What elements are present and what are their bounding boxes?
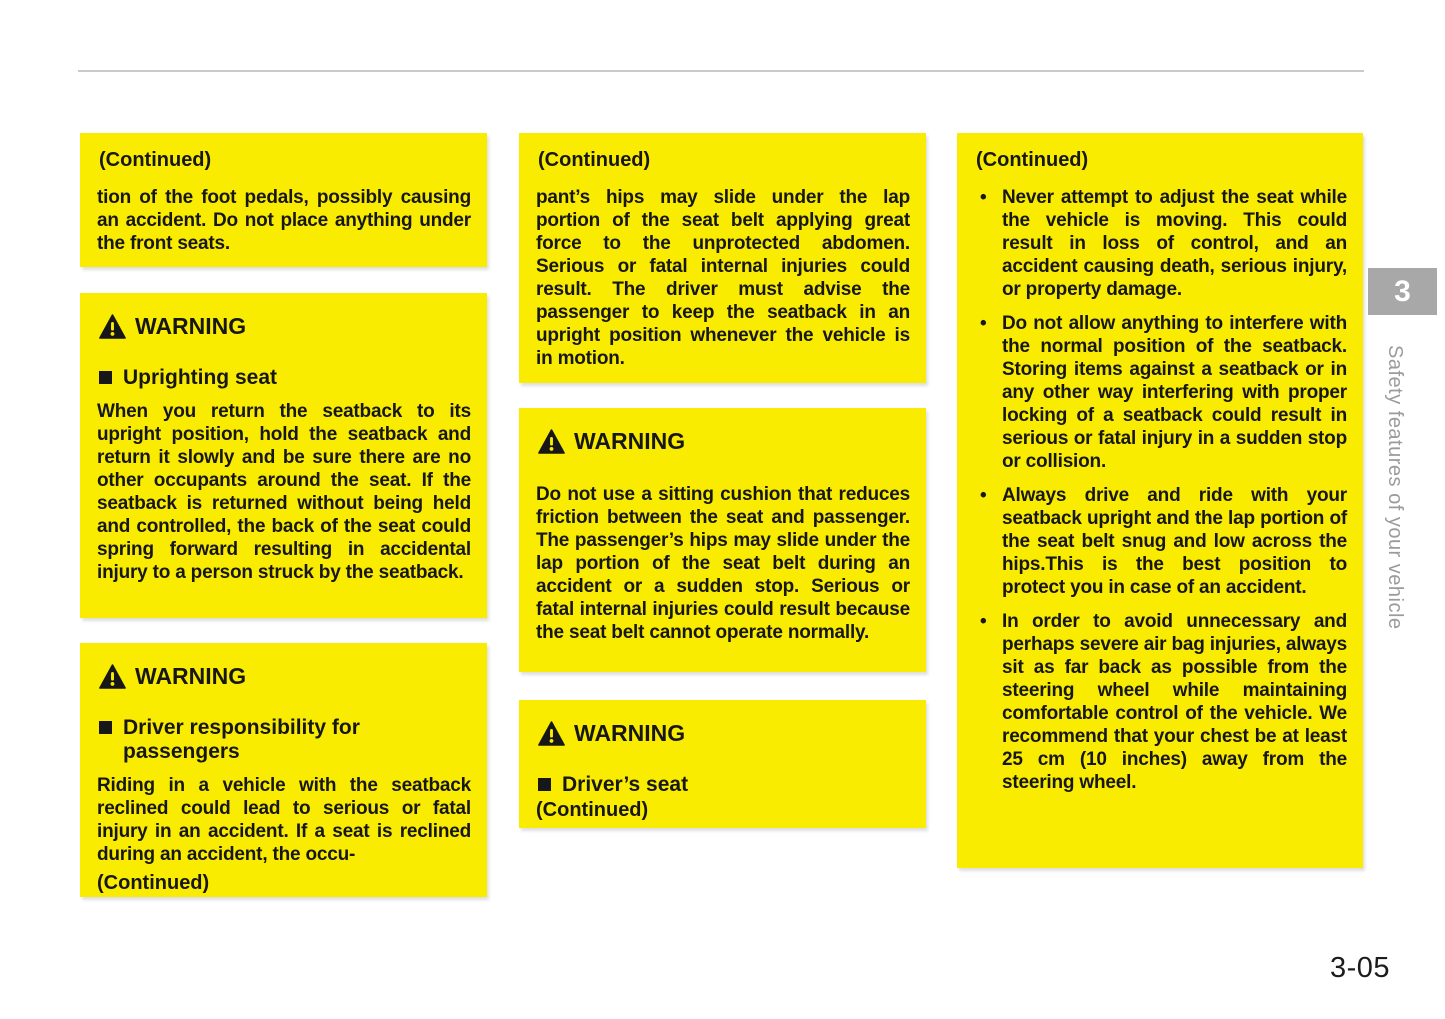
- warning-triangle-icon: [538, 429, 565, 454]
- box-body: When you return the seatback to its upright position, hold the seatback and return it slowly and be sure there are no other occupants around the seat. If the seatback is returned without being held and controlled, the back of the seat could spring forward resulting in accidental injury to a person struck by the seatback.: [97, 401, 471, 583]
- warning-header: [538, 428, 910, 455]
- warning-title: WARNING: [574, 428, 686, 454]
- continued-label: (Continued): [536, 799, 649, 821]
- chapter-tab: [1368, 268, 1437, 315]
- warning-box-driver-responsibility: [80, 643, 487, 897]
- bullet-item: • Do not allow anything to interfere with the normal position of the seatback. Storing items against a seatback or in any other way interfering with proper locking of a seatback could result in serious or fatal injury in a sudden stop or collision.: [974, 312, 1347, 473]
- warning-header: [99, 663, 471, 690]
- warning-triangle-icon: [99, 314, 126, 339]
- sidebar-chapter-title: Safety features of your vehicle: [1384, 345, 1406, 630]
- warning-subtitle-row: [99, 716, 471, 764]
- bullet-item: • Always drive and ride with your seatback upright and the lap portion of the seat belt snug and low across the hips.This is the best position to protect you in case of an accident.: [974, 484, 1347, 599]
- warning-bullet-list: [974, 186, 1347, 794]
- bullet-item: • Never attempt to adjust the seat while the vehicle is moving. This could result in loss of control, and an accident causing death, serious injury, or property damage.: [974, 186, 1347, 301]
- header-rule: [78, 70, 1364, 72]
- page-number: 3-05: [1329, 952, 1390, 984]
- warning-header: [538, 720, 910, 747]
- warning-header: [99, 313, 471, 340]
- square-bullet-icon: [99, 371, 112, 384]
- continued-label: (Continued): [538, 149, 651, 171]
- warning-box-foot-pedals-continued: [80, 133, 487, 267]
- warning-box-uprighting-seat: [80, 293, 487, 618]
- continued-label: (Continued): [99, 149, 212, 171]
- square-bullet-icon: [99, 721, 112, 734]
- continued-label: (Continued): [97, 872, 210, 894]
- warning-subtitle-row: [99, 366, 471, 390]
- warning-subtitle: Driver’s seat: [562, 773, 689, 796]
- continued-label: (Continued): [976, 149, 1089, 171]
- square-bullet-icon: [538, 778, 551, 791]
- box-body: Riding in a vehicle with the seatback reclined could lead to serious or fatal injury in an accident. If a seat is reclined during an accident, the occu-: [97, 775, 471, 865]
- box-body: tion of the foot pedals, possibly causing an accident. Do not place anything under the front seats.: [97, 187, 471, 254]
- warning-subtitle: Uprighting seat: [123, 366, 278, 389]
- warning-title: WARNING: [135, 313, 247, 339]
- warning-subtitle-row: [538, 773, 910, 797]
- warning-box-seat-adjust-continued: [957, 133, 1363, 868]
- bullet-item: • In order to avoid unnecessary and perhaps severe air bag injuries, always sit as far back as possible from the steering wheel while maintaining comfortable control of the vehicle. We recommend that your chest be at least 25 cm (10 inches) away from the steering wheel.: [974, 610, 1347, 794]
- warning-title: WARNING: [135, 663, 247, 689]
- warning-box-drivers-seat: [519, 700, 926, 828]
- warning-triangle-icon: [538, 721, 565, 746]
- chapter-tab-number: 3: [1394, 274, 1411, 308]
- warning-subtitle: Driver responsibility for passengers: [123, 716, 360, 763]
- box-body: Do not use a sitting cushion that reduces friction between the seat and passenger. The passenger’s hips may slide under the lap portion of the seat belt during an accident or a sudden stop. Serious or fatal internal injuries could result because the seat belt cannot operate normally.: [536, 484, 910, 643]
- warning-title: WARNING: [574, 720, 686, 746]
- warning-box-sitting-cushion: [519, 408, 926, 672]
- warning-triangle-icon: [99, 664, 126, 689]
- warning-box-hips-continued: [519, 133, 926, 383]
- box-body: pant’s hips may slide under the lap portion of the seat belt applying great force to the unprotected abdomen. Serious or fatal internal injuries could result. The driver must advise the passenger to keep the seatback in an upright position whenever the vehicle is in motion.: [536, 187, 910, 369]
